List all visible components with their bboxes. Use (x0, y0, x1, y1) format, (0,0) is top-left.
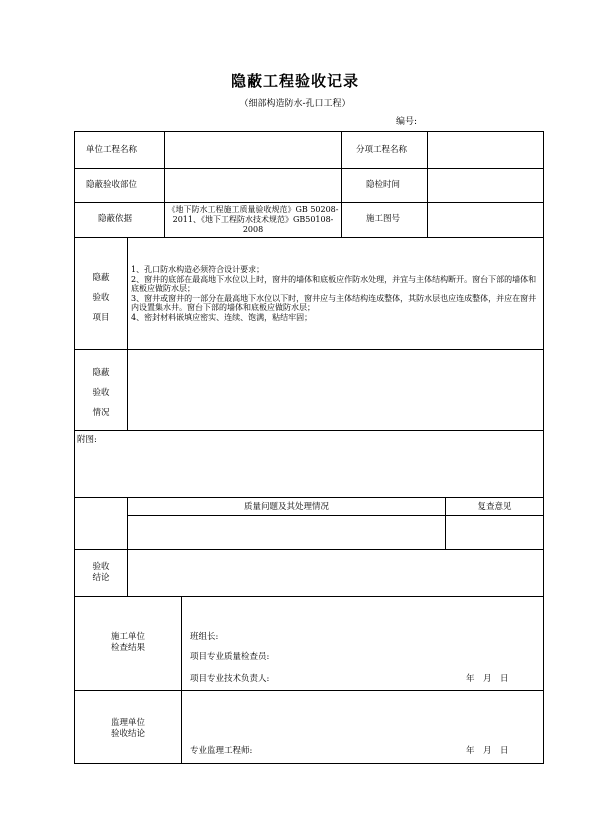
items-label (75, 268, 127, 328)
concealed-part-label: 隐蔽验收部位 (86, 180, 138, 190)
drawing-no-label: 施工图号 (366, 214, 401, 224)
contractor-label-line-2: 检查结果 (110, 643, 145, 653)
status-label-line-2: 验收 (92, 388, 110, 398)
unit-project-name-label: 单位工程名称 (86, 145, 138, 155)
page-title: 隐蔽工程验收记录 (230, 72, 359, 90)
technical-lead-label: 项目专业技术负责人: (190, 674, 270, 684)
items-text: 1、孔口防水构造必须符合设计要求； 2、窗井的底部在最高地下水位以上时，窗井的墙体和底板应作防水处理，并宜与主体结构断开。窗台下部的墙体和底板应做防水层； 3、窗井或窗井的一部分在最高地下水位以下时，窗井应与主体结构连成整体，其防水层也应连成整体，并应在窗井内设置集水井。窗台下部的墙体和底板应做防水层； 4、密封材料嵌填应密实、连续、饱满，粘结牢固； (131, 265, 537, 322)
inspection-time-label: 隐检时间 (366, 180, 401, 190)
supervisor-date: 年 月 日 (466, 746, 509, 756)
basis-text: 《地下防水工程施工质量验收规范》GB 50208-2011、《地下工程防水技术规范》GB50108-2008 (167, 205, 339, 234)
review-opinion-header: 复查意见 (477, 502, 512, 512)
sub-project-name-label: 分项工程名称 (356, 145, 408, 155)
doc-number-label: 编号: (396, 117, 418, 127)
contractor-label (75, 632, 181, 654)
status-label-line-1: 隐蔽 (92, 368, 110, 378)
items-label-line-2: 验收 (92, 293, 110, 303)
conclusion-label-line-2: 结论 (92, 573, 110, 583)
items-label-line-3: 项目 (92, 313, 110, 323)
contractor-label-line-1: 施工单位 (110, 632, 145, 642)
supervisor-label (75, 718, 181, 740)
basis-label: 隐蔽依据 (98, 214, 133, 224)
quality-issues-header: 质量问题及其处理情况 (243, 502, 329, 512)
attached-drawing-label: 附图: (77, 435, 97, 445)
team-leader-label: 班组长: (190, 632, 219, 642)
items-label-line-1: 隐蔽 (92, 273, 110, 283)
supervisor-engineer-label: 专业监理工程师: (190, 746, 253, 756)
quality-inspector-label: 项目专业质量检查员: (190, 652, 270, 662)
conclusion-label-line-1: 验收 (92, 562, 110, 572)
status-label-line-3: 情况 (92, 408, 110, 418)
status-label (75, 363, 127, 423)
supervisor-label-line-1: 监理单位 (110, 718, 145, 728)
page-subtitle: （细部构造防水-孔口工程） (239, 99, 351, 109)
supervisor-label-line-2: 验收结论 (110, 729, 145, 739)
contractor-date: 年 月 日 (466, 674, 509, 684)
conclusion-label (75, 562, 127, 584)
